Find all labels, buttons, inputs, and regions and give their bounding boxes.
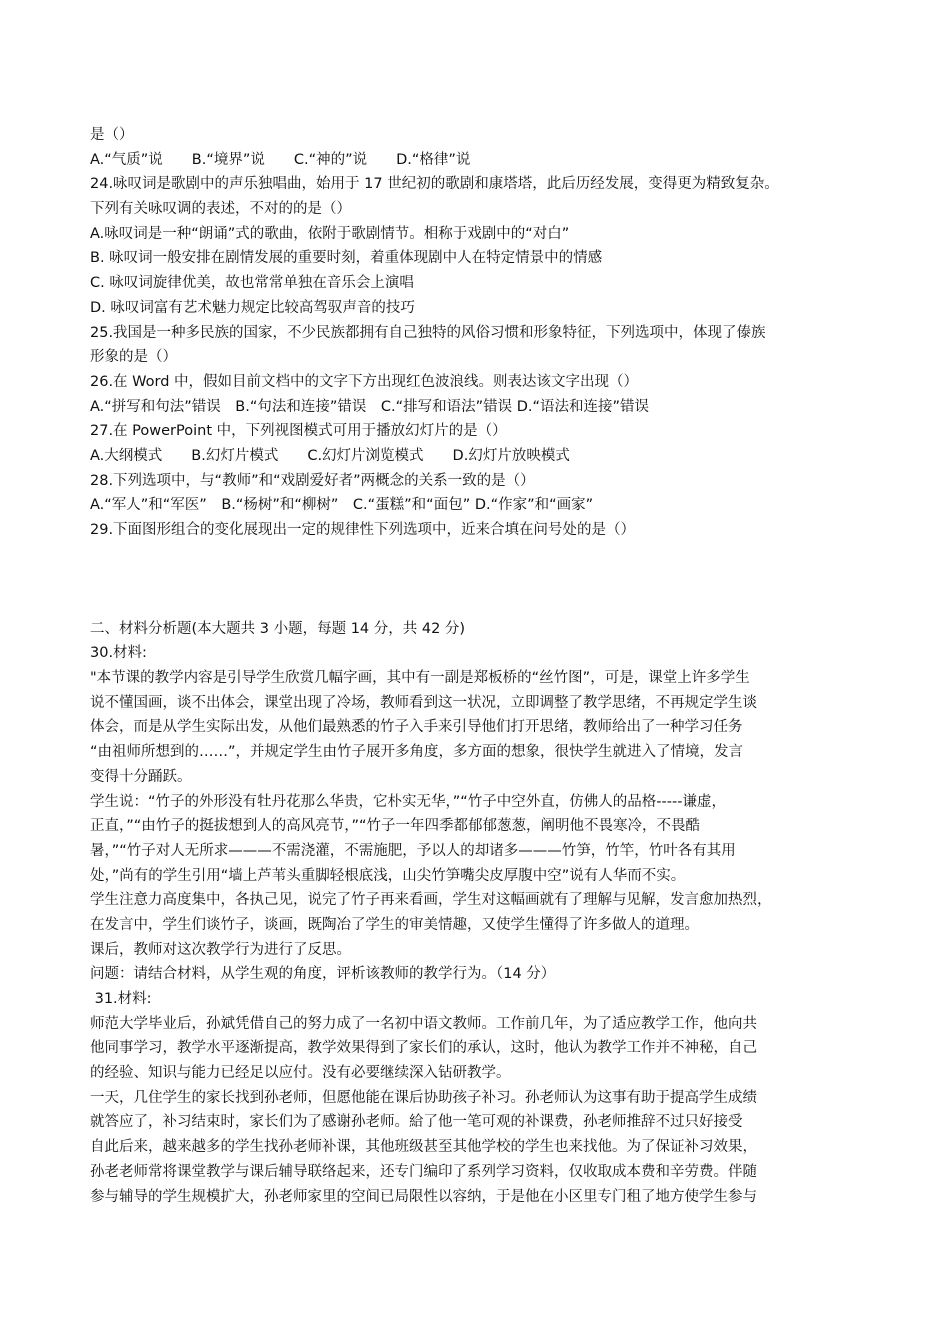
q28-stem: 28.下列选项中，与“教师”和“戏剧爱好者”两概念的关系一致的是（）	[90, 472, 535, 489]
q27-options: A.大纲模式 B.幻灯片模式 C.幻灯片浏览模式 D.幻灯片放映模式	[90, 447, 570, 464]
section-2-heading: 二、材料分析题(本大题共 3 小题，每题 14 分，共 42 分)	[90, 620, 466, 637]
q27-stem: 27.在 PowerPoint 中，下列视图模式可用于播放幻灯片的是（）	[90, 423, 507, 440]
q24-option-a: A.咏叹词是一种“朗诵”式的歌曲，依附于歌剧情节。相称于戏剧中的“对白”	[90, 225, 570, 242]
q30-paragraph-line: 正直，”“由竹子的挺拔想到人的高风亮节，”“竹子一年四季都郁郁葱葱，阐明他不畏寒冷，不畏酷	[90, 818, 701, 835]
q30-paragraph-line: "本节课的教学内容是引导学生欣赏几幅字画，其中有一副是郑板桥的“丝竹图”，可是，课堂上许多学生	[90, 670, 750, 687]
q24-option-b: B. 咏叹词一般安排在剧情发展的重要时刻，着重体现剧中人在特定情景中的情感	[90, 250, 603, 267]
figure-placeholder-gap	[90, 543, 890, 617]
q30-paragraph-line: 学生说：“竹子的外形没有牡丹花那么华贵，它朴实无华，”“竹子中空外直，仿佛人的品格-----谦虚，	[90, 793, 726, 810]
q25-stem-line-1: 25.我国是一种多民族的国家，不少民族都拥有自己独特的风俗习惯和形象特征，下列选项中，体现了傣族	[90, 324, 766, 341]
q28-options: A.“军人”和“军医” B.“杨树”和“柳树” C.“蛋糕”和“面包” D.“作家”和“画家”	[90, 497, 594, 514]
q30-paragraph-line: 学生注意力高度集中，各执己见，说完了竹子再来看画，学生对这幅画就有了理解与见解，发言愈加热烈，	[90, 892, 772, 909]
document-body	[90, 123, 890, 1209]
q31-paragraph-line: 孙老老师常将课堂教学与课后辅导联络起来，还专门编印了系列学习资料，仅收取成本费和辛劳费。伴随	[90, 1163, 757, 1180]
q24-option-d: D. 咏叹词富有艺术魅力规定比较高驾驭声音的技巧	[90, 299, 415, 316]
section-2	[90, 617, 890, 1210]
q26-options: A.“拼写和句法”错误 B.“句法和连接”错误 C.“排写和语法”错误 D.“语法和连接”错误	[90, 398, 650, 415]
q31-paragraph-line: 师范大学毕业后，孙斌凭借自己的努力成了一名初中语文教师。工作前几年，为了适应教学工作，他向共	[90, 1015, 757, 1032]
q31-paragraph-line: 一天，几住学生的家长找到孙老师，但愿他能在课后协助孩子补习。孙老师认为这事有助于提高学生成绩	[90, 1089, 757, 1106]
q26-stem: 26.在 Word 中，假如目前文档中的文字下方出现红色波浪线。则表达该文字出现（）	[90, 373, 639, 390]
q30-label: 30.材料:	[90, 645, 147, 662]
q30-paragraph-line: 暑，”“竹子对人无所求———不需浇灌，不需施肥，予以人的却诸多———竹笋，竹竿，竹叶各有其用	[90, 842, 736, 859]
q31-paragraph-line: 他同事学习，教学水平逐渐提高，教学效果得到了家长们的承认，这时，他认为教学工作并不神秘，自己	[90, 1040, 757, 1057]
q23-options: A.“气质”说 B.“境界”说 C.“神的”说 D.“格律”说	[90, 151, 471, 168]
q30-paragraph-line: 课后，教师对这次教学行为进行了反思。	[90, 941, 351, 958]
q31-label: 31.材料:	[90, 991, 152, 1007]
q23-stem-end: 是（）	[90, 127, 134, 143]
q30-question: 问题：请结合材料，从学生观的角度，评析该教师的教学行为。（14 分）	[90, 966, 556, 983]
q30-paragraph-line: 在发言中，学生们谈竹子，谈画，既陶冶了学生的审美情趣，又使学生懂得了许多做人的道理。	[90, 916, 699, 933]
q24-option-c: C. 咏叹词旋律优美，故也常常单独在音乐会上演唱	[90, 275, 414, 292]
q24-stem-line-1: 24.咏叹词是歌剧中的声乐独唱曲，始用于 17 世纪初的歌剧和康塔塔，此后历经发展，变得更为精致复杂。	[90, 176, 779, 193]
q29-stem: 29.下面图形组合的变化展现出一定的规律性下列选项中，近来合填在问号处的是（）	[90, 522, 636, 538]
q31-paragraph-line: 就答应了，补习结束时，家长们为了感谢孙老师。給了他一笔可观的补课费，孙老师推辞不过只好接受	[90, 1114, 743, 1131]
q31-paragraph-line: 参与辅导的学生规模扩大，孙老师家里的空间已局限性以容纳，于是他在小区里专门租了地方使学生参与	[90, 1188, 757, 1205]
q30-paragraph-line: 说不懂国画，谈不出体会，课堂出现了冷场，教师看到这一状况，立即调整了教学思绪，不再规定学生谈	[90, 694, 757, 711]
q30-paragraph-line: 变得十分踊跃。	[90, 768, 192, 785]
q30-paragraph-line: “由祖师所想到的……”，并规定学生由竹子展开多角度，多方面的想象，很快学生就进入了情境，发言	[90, 744, 744, 761]
q25-stem-line-2: 形象的是（）	[90, 349, 177, 366]
q30-paragraph-line: 处，”尚有的学生引用“墙上芦苇头重脚轻根底浅，山尖竹笋嘴尖皮厚腹中空”说有人华而不实。	[90, 867, 686, 884]
section-1-tail	[90, 123, 890, 543]
q31-paragraph-line: 的经验、知识与能力已经足以应付。没有必要继续深入钻研教学。	[90, 1065, 511, 1082]
q24-stem-line-2: 下列有关咏叹调的表述，不对的的是（）	[90, 201, 351, 218]
q31-paragraph-line: 自此后来，越来越多的学生找孙老师补课，其他班级甚至其他学校的学生也来找他。为了保证补习效果，	[90, 1139, 757, 1156]
q30-paragraph-line: 体会，而是从学生实际出发，从他们最熟悉的竹子入手来引导他们打开思绪，教师给出了一种学习任务	[90, 719, 743, 736]
